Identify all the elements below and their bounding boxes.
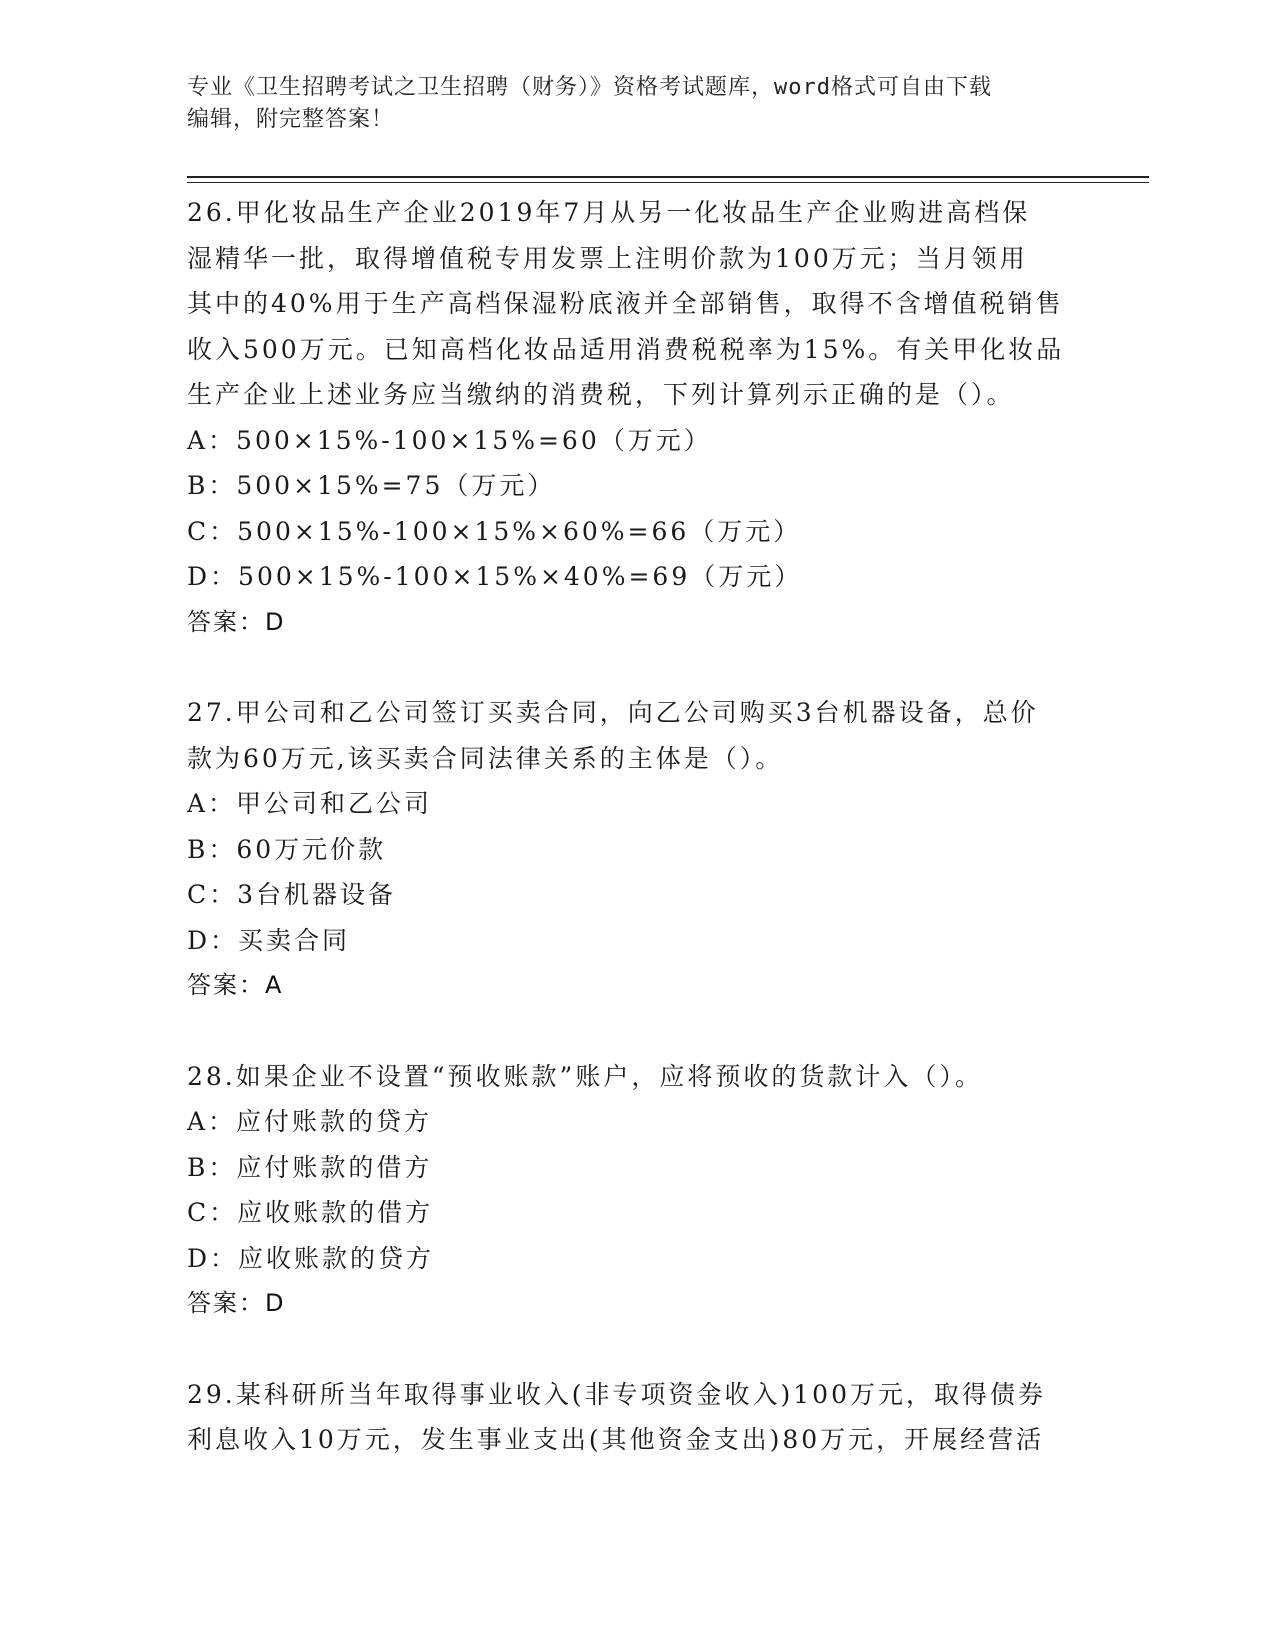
- header-line-1: 专业《卫生招聘考试之卫生招聘（财务）》资格考试题库，word格式可自由下载: [187, 75, 992, 100]
- stem-line: 其中的40%用于生产高档保湿粉底液并全部销售，取得不含增值税销售: [187, 289, 1064, 318]
- question-stem: [187, 1054, 1077, 1100]
- stem-line: 27.甲公司和乙公司签订买卖合同，向乙公司购买3台机器设备，总价: [187, 698, 1039, 727]
- stem-line: 生产企业上述业务应当缴纳的消费税，下列计算列示正确的是（）。: [187, 380, 1015, 409]
- answer-label: 答案：D: [187, 1289, 286, 1317]
- question-27: [187, 690, 1087, 1009]
- option-c: C：应收账款的借方: [187, 1198, 434, 1227]
- question-spacer: [187, 1009, 1087, 1054]
- header-divider-thick: [187, 176, 1149, 178]
- option-a: A：应付账款的贷方: [187, 1107, 433, 1136]
- option-d: D：买卖合同: [187, 925, 351, 955]
- question-spacer: [187, 1327, 1087, 1372]
- answer-label: 答案：D: [187, 607, 286, 636]
- question-stem: [187, 690, 1077, 781]
- question-stem: [187, 1372, 1077, 1463]
- option-c: C：3台机器设备: [187, 880, 397, 909]
- question-list: [187, 190, 1087, 1463]
- question-spacer: [187, 645, 1087, 690]
- stem-line: 利息收入10万元，发生事业支出(其他资金支出)80万元，开展经营活: [187, 1425, 1045, 1454]
- option-b: B：应付账款的借方: [187, 1152, 433, 1182]
- question-29: [187, 1372, 1087, 1463]
- option-b: B：500×15%=75（万元）: [187, 471, 556, 500]
- stem-line: 湿精华一批，取得增值税专用发票上注明价款为100万元；当月领用: [187, 243, 1028, 273]
- option-a: A：甲公司和乙公司: [187, 789, 433, 818]
- option-d: D：应收账款的贷方: [187, 1243, 435, 1273]
- answer-label: 答案：A: [187, 971, 284, 999]
- stem-line: 款为60万元,该买卖合同法律关系的主体是（）。: [187, 743, 784, 773]
- header-divider-thin: [187, 182, 1149, 183]
- stem-line: 28.如果企业不设置“预收账款”账户，应将预收的货款计入（）。: [187, 1061, 983, 1091]
- question-stem: [187, 190, 1077, 418]
- stem-line: 29.某科研所当年取得事业收入(非专项资金收入)100万元，取得债券: [187, 1379, 1046, 1409]
- document-header: [187, 72, 1087, 136]
- option-c: C：500×15%-100×15%×60%=66（万元）: [187, 516, 802, 546]
- option-a: A：500×15%-100×15%=60（万元）: [187, 425, 712, 455]
- option-d: D：500×15%-100×15%×40%=69（万元）: [187, 562, 803, 591]
- option-b: B：60万元价款: [187, 834, 387, 864]
- question-26: [187, 190, 1087, 645]
- stem-line: 26.甲化妆品生产企业2019年7月从另一化妆品生产企业购进高档保: [187, 198, 1031, 227]
- header-line-2: 编辑，附完整答案！: [187, 107, 395, 132]
- question-28: [187, 1054, 1087, 1327]
- stem-line: 收入500万元。已知高档化妆品适用消费税税率为15%。有关甲化妆品: [187, 334, 1065, 364]
